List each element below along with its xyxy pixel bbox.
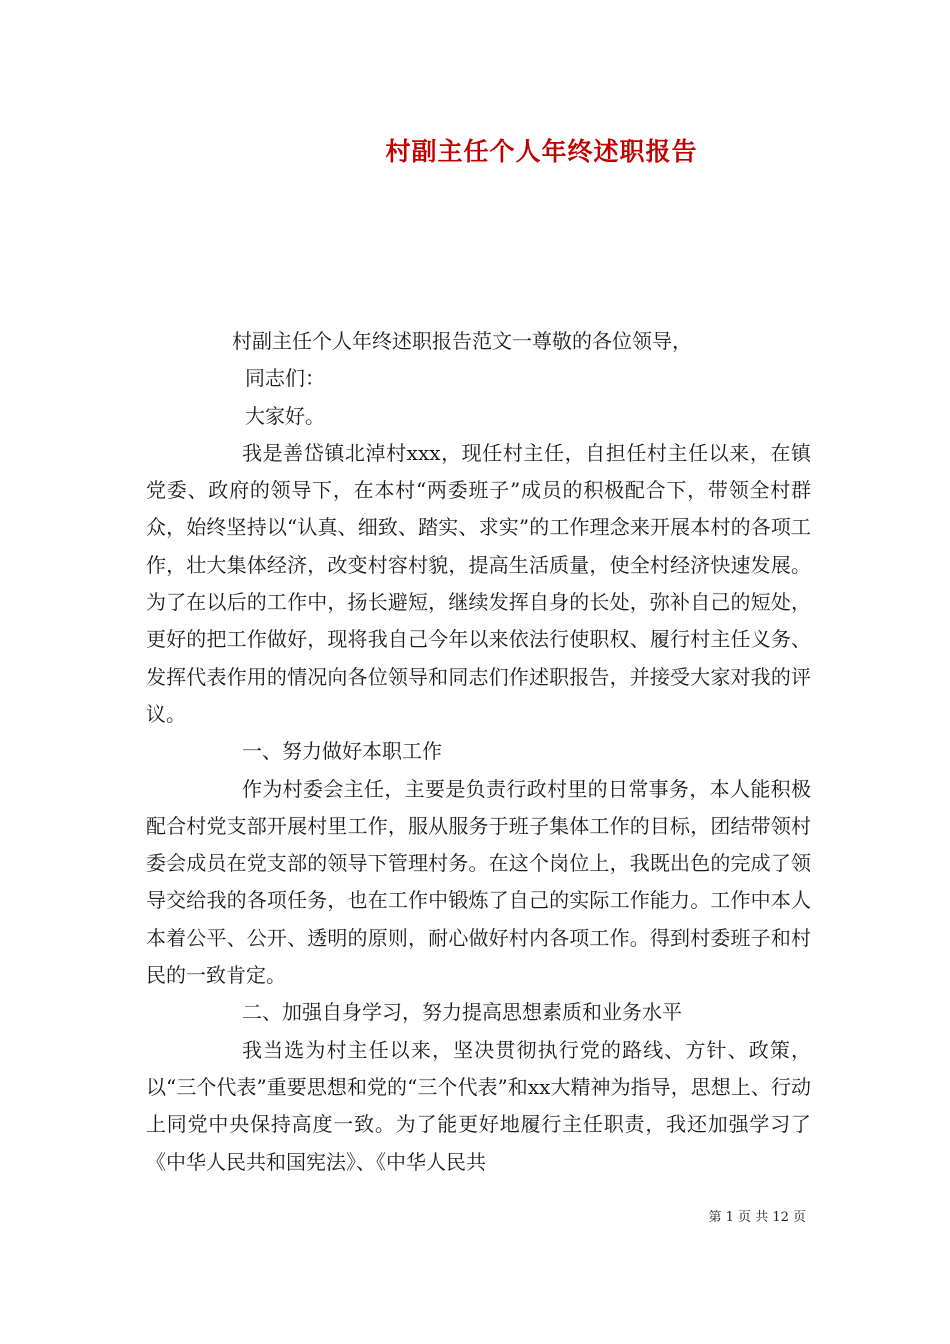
section-heading-2: 二、加强自身学习，努力提高思想素质和业务水平 (242, 1000, 682, 1025)
document-title: 村副主任个人年终述职报告 (385, 137, 698, 166)
page-number-footer: 第 1 页 共 12 页 (708, 1210, 806, 1225)
paragraph-section-2: 我当选为村主任以来，坚决贯彻执行党的路线、方针、政策，以“三个代表”重要思想和党的“三个代表”和xx大精神为指导，思想上、行动上同党中央保持高度一致。为了能更好地履行主任职责，我还加强学习了《中华人民共和国宪法》、《中华人民共 (146, 1037, 811, 1174)
paragraph-salutation: 同志们： (245, 366, 325, 391)
paragraph-intro: 村副主任个人年终述职报告范文一尊敬的各位领导， (232, 329, 692, 353)
section-heading-1: 一、努力做好本职工作 (242, 739, 442, 764)
document-body (146, 323, 811, 1181)
paragraph-self-introduction: 我是善岱镇北淖村xxx，现任村主任，自担任村主任以来，在镇党委、政府的领导下，在本村“两委班子”成员的积极配合下，带领全村群众，始终坚持以“认真、细致、踏实、求实”的工作理念来开展本村的各项工作，壮大集体经济，改变村容村貌，提高生活质量，使全村经济快速发展。为了在以后的工作中，扬长避短，继续发挥自身的长处，弥补自己的短处，更好的把工作做好，现将我自己今年以来依法行使职权、履行村主任义务、发挥代表作用的情况向各位领导和同志们作述职报告，并接受大家对我的评议。 (146, 440, 811, 726)
paragraph-greeting: 大家好。 (245, 403, 325, 428)
paragraph-section-1: 作为村委会主任，主要是负责行政村里的日常事务，本人能积极配合村党支部开展村里工作，服从服务于班子集体工作的目标，团结带领村委会成员在党支部的领导下管理村务。在这个岗位上，我既出色的完成了领导交给我的各项任务，也在工作中锻炼了自己的实际工作能力。工作中本人本着公平、公开、透明的原则，耐心做好村内各项工作。得到村委班子和村民的一致肯定。 (146, 776, 811, 988)
